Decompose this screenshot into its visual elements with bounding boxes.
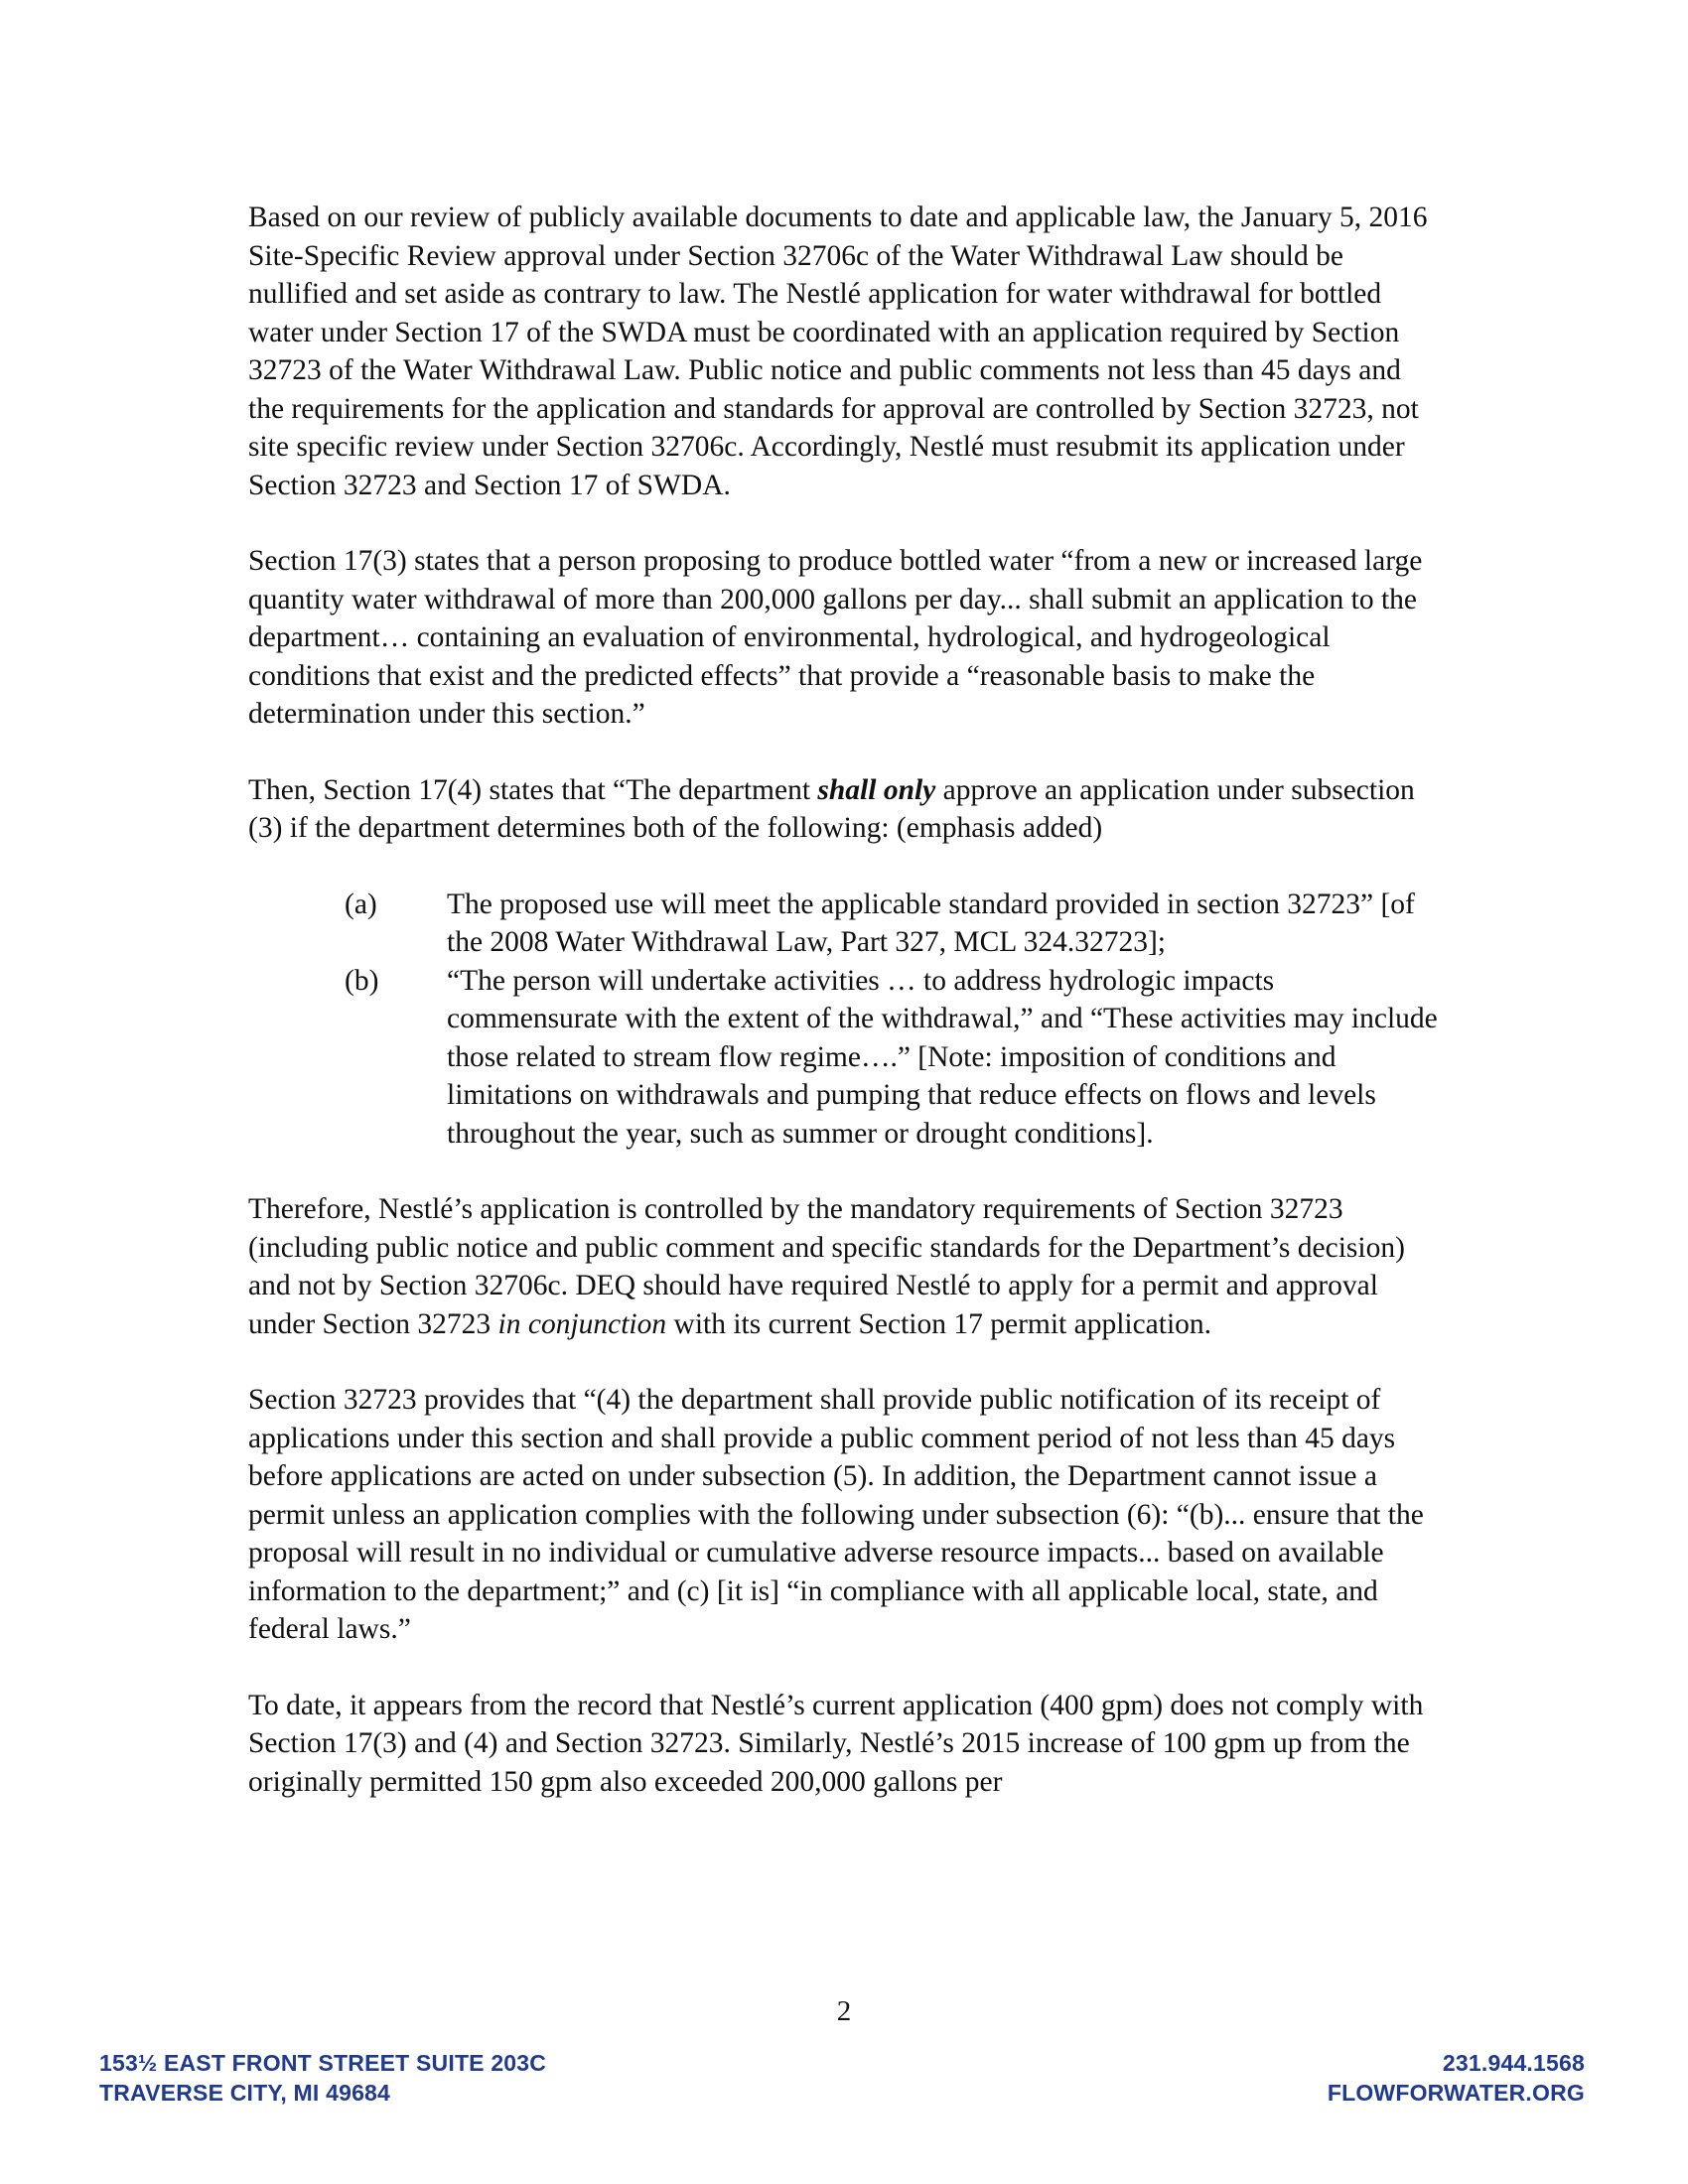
emphasis-text: shall only bbox=[817, 773, 936, 806]
text-run: with its current Section 17 permit application. bbox=[666, 1307, 1212, 1340]
list-item-label: (b) bbox=[345, 964, 379, 997]
paragraph-therefore bbox=[248, 1190, 1440, 1343]
footer-contact bbox=[1328, 2048, 1585, 2108]
paragraph-section-17-3: Section 17(3) states that a person proposing to produce bottled water “from a new or increased large quantity water withdrawal of more than 200,000 gallons per day... shall submit an application to the department… containing an evaluation of environmental, hydrological, and hydrogeological conditions that exist and the predicted effects” that provide a “reasonable basis to make the determination under this section.” bbox=[248, 545, 1423, 730]
list-item-text: The proposed use will meet the applicable standard provided in section 32723” [of the 2008 Water Withdrawal Law, Part 327, MCL 324.32723]; bbox=[447, 887, 1415, 958]
website-link[interactable]: FLOWFORWATER.ORG bbox=[1327, 2080, 1585, 2106]
document-body bbox=[248, 199, 1440, 1839]
paragraph-nullification: Based on our review of publicly available documents to date and applicable law, the January 5, 2016 Site-Specific Review approval under Section 32706c of the Water Withdrawal Law should be nullified and set aside as contrary to law. The Nestlé application for water withdrawal for bottled water under Section 17 of the SWDA must be coordinated with an application required by Section 32723 of the Water Withdrawal Law. Public notice and public comments not less than 45 days and the requirements for the application and standards for approval are controlled by Section 32723, not site specific review under Section 32706c. Accordingly, Nestlé must resubmit its application under Section 32723 and Section 17 of SWDA. bbox=[248, 202, 1428, 501]
conditions-list bbox=[345, 886, 1440, 1154]
italic-text: in conjunction bbox=[497, 1307, 667, 1340]
page-number: 2 bbox=[836, 1995, 852, 2027]
text-run: approve an application under subsection (3) if the department determines both of the following: (emphasis added) bbox=[248, 773, 1415, 844]
address-line-1: 153½ EAST FRONT STREET SUITE 203C bbox=[99, 2050, 547, 2076]
paragraph-to-date: To date, it appears from the record that Nestlé’s current application (400 gpm) does not comply with Section 17(3) and (4) and Section 32723. Similarly, Nestlé’s 2015 increase of 100 gpm up from the originally permitted 150 gpm also exceeded 200,000 gallons per bbox=[248, 1689, 1424, 1798]
phone-number: 231.944.1568 bbox=[1442, 2050, 1585, 2076]
paragraph-section-17-4 bbox=[248, 771, 1440, 848]
address-line-2: TRAVERSE CITY, MI 49684 bbox=[99, 2080, 391, 2106]
paragraph-section-32723: Section 32723 provides that “(4) the department shall provide public notification of its receipt of applications under this section and shall provide a public comment period of not less than 45 days before applications are acted on under subsection (5). In addition, the Department cannot issue a permit unless an application complies with the following under subsection (6): “(b)... ensure that the proposal will result in no individual or cumulative adverse resource impacts... based on available information to the department;” and (c) [it is] “in compliance with all applicable local, state, and federal laws.” bbox=[248, 1384, 1424, 1645]
footer-address bbox=[99, 2048, 546, 2108]
list-item-text: “The person will undertake activities … to address hydrologic impacts commensurate with the extent of the withdrawal,” and “These activities may include those related to stream flow regime….” [Note: imposition of conditions and limitations on withdrawals and pumping that reduce effects on flows and levels throughout the year, such as summer or drought conditions]. bbox=[447, 964, 1438, 1150]
text-run: Therefore, Nestlé’s application is controlled by the mandatory requirements of Section 32723 (including public notice and public comment and specific standards for the Department’s decision) and not by Section 32706c. DEQ should have required Nestlé to apply for a permit and approval under Section 32723 bbox=[248, 1193, 1405, 1340]
text-run: Then, Section 17(4) states that “The department bbox=[248, 773, 818, 806]
list-item bbox=[345, 962, 1440, 1154]
list-item-label: (a) bbox=[345, 887, 377, 920]
list-item bbox=[345, 886, 1440, 962]
